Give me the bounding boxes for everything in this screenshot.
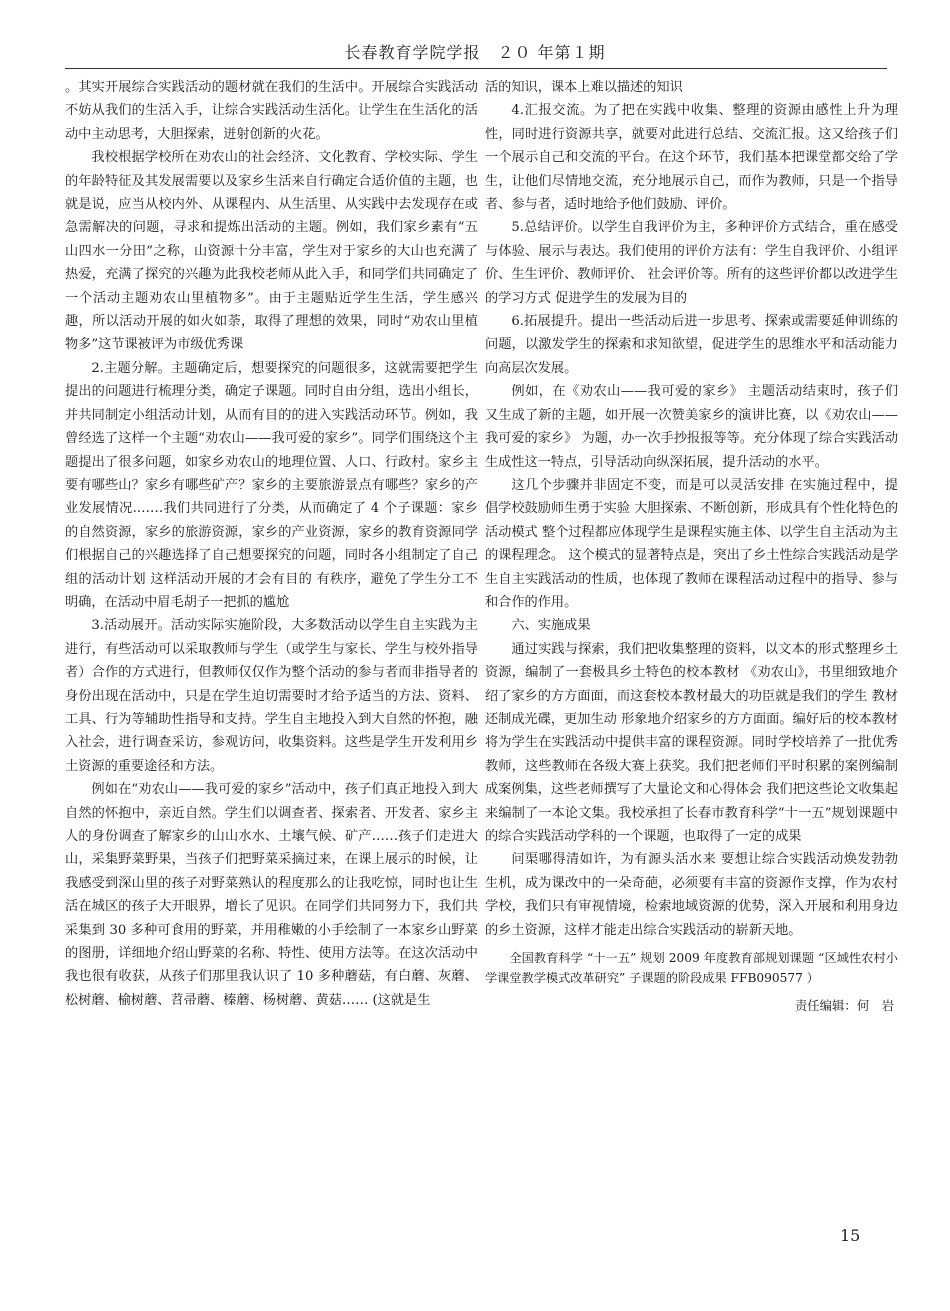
paragraph-example: 例如在“劝农山——我可爱的家乡”活动中，孩子们真正地投入到大自然的怀抱中，亲近自然。学生们以调查者、探索者、开发者、家乡主人的身份调查了解家乡的山山水水、土壤气候、矿产……孩子们走进大山，采集野菜野果，当孩子们把野菜采摘过来，在课上展示的时候，让我感受到深山里的孩子对野菜熟认的程度那么的让我吃惊，同时也让生活在城区的孩子大开眼界，增长了见识。在同学们共同努力下，我们共采集到 30 多种可食用的野菜，并用稚嫩的小手绘制了一本家乡山野菜的图册，详细地介绍山野菜的名称、特性、使用方法等。在这次活动中我也很有收获，从孩子们那里我认识了 10 多种蘑菇，有白蘑、灰蘑、松树蘑、榆树蘑、苕帚蘑、榛蘑、杨树蘑、黄菇…… (这就是生 — [65, 782, 478, 1008]
section-heading-results: 六、实施成果 — [511, 618, 591, 634]
paragraph-summary-evaluation: 5.总结评价。以学生自我评价为主，多种评价方式结合，重在感受与体验、展示与表达。我们使用的评价方法有：学生自我评价、小组评价、生生评价、教师评价、 社会评价等。所有的这些评价都以改进学生的学习方式 促进学生的发展为目的 — [485, 220, 899, 306]
paragraph-results: 通过实践与探索，我们把收集整理的资料，以文本的形式整理乡土资源，编制了一套极具乡土特色的校本教材 《劝农山》，书里细致地介绍了家乡的方方面面，而这套校本教材最大的功臣就是我们的学生 教材还制成光碟，更加生动 形象地介绍家乡的方方面面。编好后的校本教材将为学生在实践活动中提供丰富的课程资源。同时学校培养了一批优秀教师，这些教师在各级大赛上获奖。我们把老师们平时积累的案例编制成案例集，这些老师撰写了大量论文和心得体会 我们把这些论文收集起来编制了一本论文集。我校承担了长春市教育科学“十一五”规划课题中的综合实践活动学科的一个课题，也取得了一定的成果 — [485, 641, 899, 844]
right-column — [485, 76, 898, 1017]
paragraph-flexibility: 这几个步骤并非固定不变，而是可以灵活安排 在实施过程中，提倡学校鼓励师生勇于实验 大胆探索、不断创新，形成具有个性化特色的活动模式 整个过程都应体现学生是课程实施主体、以学生自主活动为主的课程理念。 这个模式的显著特点是，突出了乡土性综合实践活动是学生自主实践活动的性质，也体现了教师在课程活动过程中的指导、参与和合作的作用。 — [485, 477, 899, 610]
paragraph-report-exchange: 4.汇报交流。为了把在实践中收集、整理的资源由感性上升为理性，同时进行资源共享，就要对此进行总结、交流汇报。这又给孩子们一个展示自己和交流的平台。在这个环节，我们基本把课堂都交给了学生，让他们尽情地交流，充分地展示自己，而作为教师，只是一个指导者、参与者，适时地给予他们鼓励、评价。 — [485, 103, 898, 213]
header-rule — [65, 68, 887, 69]
left-column — [65, 76, 478, 1012]
paragraph-theme-selection: 我校根据学校所在劝农山的社会经济、文化教育、学校实际、学生的年龄特征及其发展需要以及家乡生活来自行确定合适价值的主题，也就是说，应当从校内外、从课程内、从生活里、从实践中去发现存在或急需解决的问题，寻求和提炼出活动的主题。例如，我们家乡素有“五山四水一分田”之称，山资源十分丰富，学生对于家乡的大山也充满了热爱，充满了探究的兴趣为此我校老师从此入手，和同学们共同确定了一个活动主题劝农山里植物多”。由于主题贴近学生生活，学生感兴趣，所以活动开展的如火如荼，取得了理想的效果，同时“劝农山里植物多”这节课被评为市级优秀课 — [65, 150, 478, 353]
journal-header-title: 长春教育学院学报 ２０ 年第１期 — [344, 43, 606, 62]
funding-note: 全国教育科学 “十一五” 规划 2009 年度教育部规划课题 “区域性农村小学课堂教学模式改革研究” 子课题的阶段成果 FFB090577 ） — [485, 951, 898, 986]
page-number: 15 — [840, 1226, 861, 1245]
paragraph-continuation: 活的知识，课本上难以描述的知识 — [485, 80, 683, 95]
paragraph-conclusion: 问渠哪得清如许，为有源头活水来 要想让综合实践活动焕发勃勃生机，成为课改中的一朵奇葩，必须要有丰富的资源作支撑，作为农村学校，我们只有审视情境，检索地域资源的优势，深入开展和利用身边的乡土资源，这样才能走出综合实践活动的崭新天地。 — [485, 852, 898, 938]
paragraph-activity-execution: 3.活动展开。活动实际实施阶段，大多数活动以学生自主实践为主进行，有些活动可以采取教师与学生（或学生与家长、学生与校外指导者）合作的方式进行，但教师仅仅作为整个活动的参与者而非指导者的身份出现在活动中，只是在学生迫切需要时才给予适当的方法、资料、工具、行为等辅助性指导和支持。学生自主地投入到大自然的怀抱，融入社会，进行调查采访，参观访问，收集资料。这些是学生开发利用乡土资源的重要途径和方法。 — [65, 618, 478, 774]
paragraph-theme-breakdown: 2.主题分解。主题确定后，想要探究的问题很多，这就需要把学生提出的问题进行梳理分类，确定子课题。同时自由分组，选出小组长，并共同制定小组活动计划，从而有目的的进入实践活动环节。例如，我曾经选了这样一个主题“劝农山——我可爱的家乡”。同学们围绕这个主题提出了很多问题，如家乡劝农山的地理位置、人口、行政村。家乡主要有哪些山？家乡有哪些矿产？家乡的主要旅游景点有哪些？家乡的产业发展情况.……我们共同进行了分类，从而确定了 4 个子课题：家乡的自然资源，家乡的旅游资源，家乡的产业资源，家乡的教育资源同学们根据自己的兴趣选择了自己想要探究的问题，同时各小组制定了自己组的活动计划 这样活动开展的才会有目的 有秩序，避免了学生分工不明确，在活动中眉毛胡子一把抓的尴尬 — [65, 360, 478, 610]
paragraph-extension: 6.拓展提升。提出一些活动后进一步思考、探索或需要延伸训练的问题，以激发学生的探索和求知欲望，促进学生的思维水平和活动能力向高层次发展。 — [485, 314, 898, 376]
paragraph-extension-example: 例如，在《劝农山——我可爱的家乡》 主题活动结束时，孩子们又生成了新的主题，如开展一次赞美家乡的演讲比赛，以《劝农山——我可爱的家乡》 为题，办一次手抄报报等等。充分体现了综合实践活动生成性这一特点，引导活动向纵深拓展，提升活动的水平。 — [485, 384, 899, 470]
paragraph-intro: 。其实开展综合实践活动的题材就在我们的生活中。开展综合实践活动不妨从我们的生活入手，让综合实践活动生活化。让学生在生活化的活动中主动思考，大胆探索，迸射创新的火花。 — [65, 80, 478, 142]
responsible-editor: 责任编辑：何 岩 — [794, 998, 894, 1014]
